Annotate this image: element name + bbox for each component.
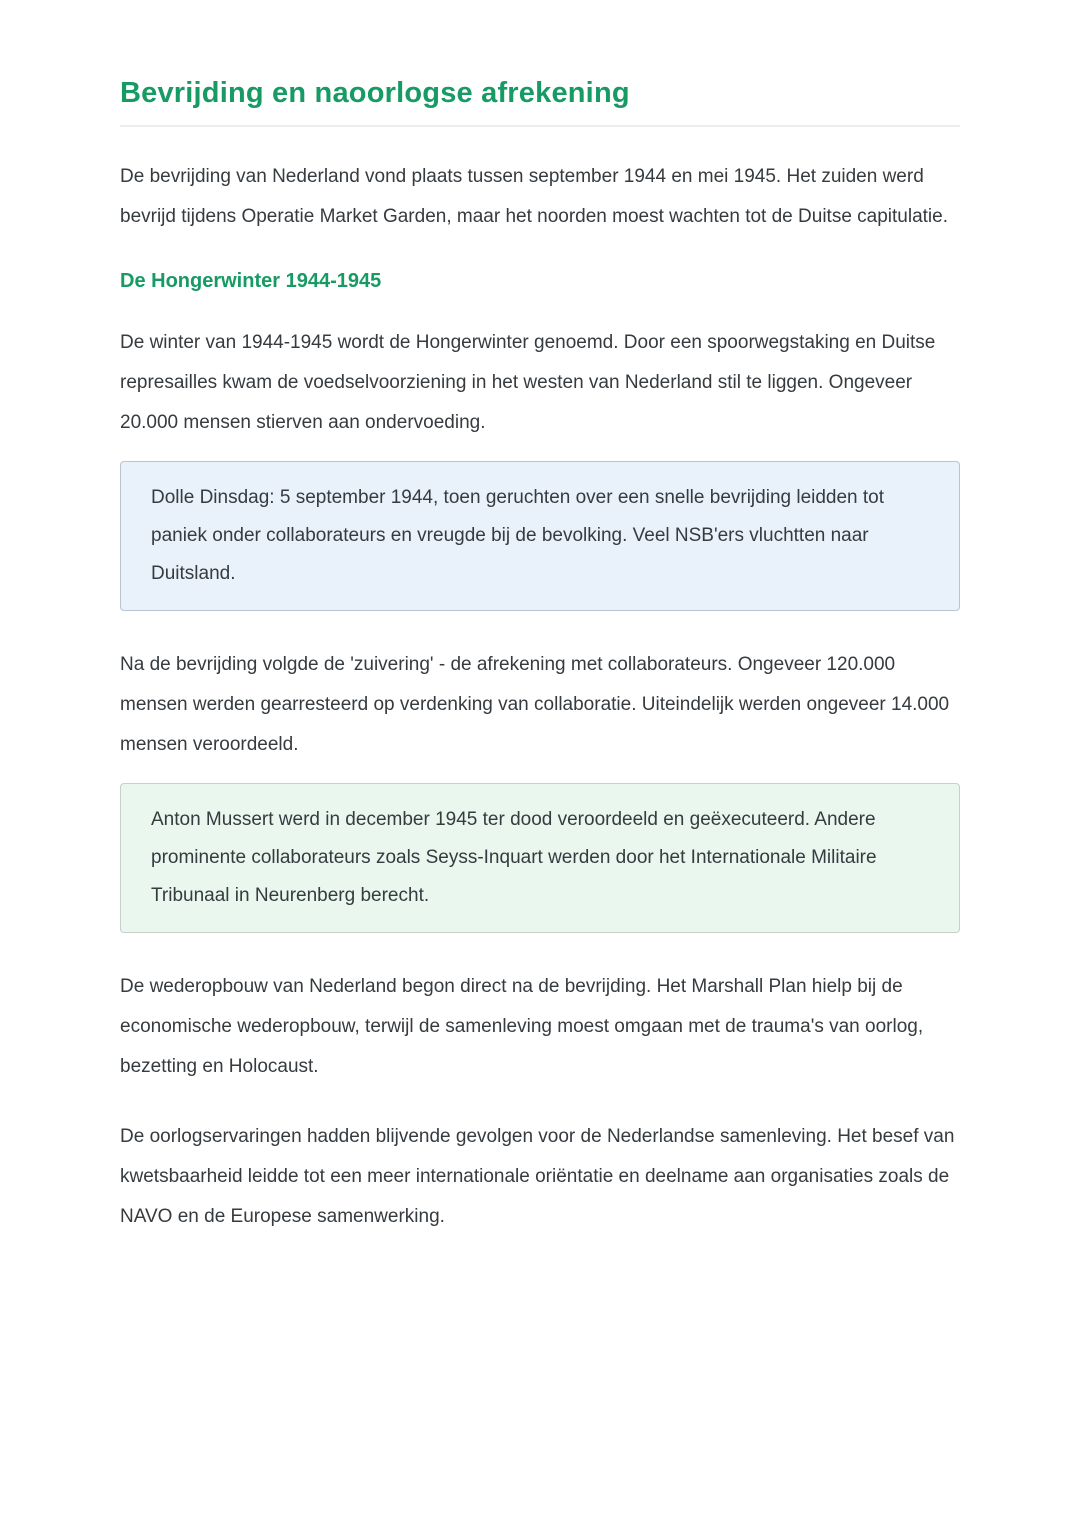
paragraph-wederopbouw: De wederopbouw van Nederland begon direct na de bevrijding. Het Marshall Plan hielp bij de economische wederopbouw, terwijl de samenleving moest omgaan met de trauma's van oorlog, bezetting en Holocaust. [120, 976, 924, 1077]
section-subheading-hongerwinter: De Hongerwinter 1944-1945 [120, 270, 382, 292]
callout-blue-text: Dolle Dinsdag: 5 september 1944, toen geruchten over een snelle bevrijding leidden tot paniek onder collaborateurs en vreugde bij de bevolking. Veel NSB'ers vluchtten naar Duitsland. [151, 487, 885, 584]
callout-green-text: Anton Mussert werd in december 1945 ter dood veroordeeld en geëxecuteerd. Andere prominente collaborateurs zoals Seyss-Inquart werden door het Internationale Militaire Tribunaal in Neurenberg berecht. [151, 809, 877, 906]
title-divider [120, 125, 960, 127]
paragraph-gevolgen: De oorlogservaringen hadden blijvende gevolgen voor de Nederlandse samenleving. Het besef van kwetsbaarheid leidde tot een meer internationale oriëntatie en deelname aan organisaties zoals de NAVO en de Europese samenwerking. [120, 1126, 955, 1227]
paragraph-hongerwinter: De winter van 1944-1945 wordt de Hongerwinter genoemd. Door een spoorwegstaking en Duitse represailles kwam de voedselvoorziening in het westen van Nederland stil te liggen. Ongeveer 20.000 mensen stierven aan ondervoeding. [120, 332, 936, 433]
paragraph-zuivering: Na de bevrijding volgde de 'zuivering' - de afrekening met collaborateurs. Ongeveer 120.000 mensen werden gearresteerd op verdenking van collaboratie. Uiteindelijk werden ongeveer 14.000 mensen veroordeeld. [120, 654, 950, 755]
callout-box-green-mussert [120, 783, 960, 933]
paragraph-intro: De bevrijding van Nederland vond plaats tussen september 1944 en mei 1945. Het zuiden werd bevrijd tijdens Operatie Market Garden, maar het noorden moest wachten tot de Duitse capitulatie. [120, 166, 948, 227]
page-title: Bevrijding en naoorlogse afrekening [120, 77, 630, 109]
callout-box-blue-dolle-dinsdag [120, 461, 960, 611]
